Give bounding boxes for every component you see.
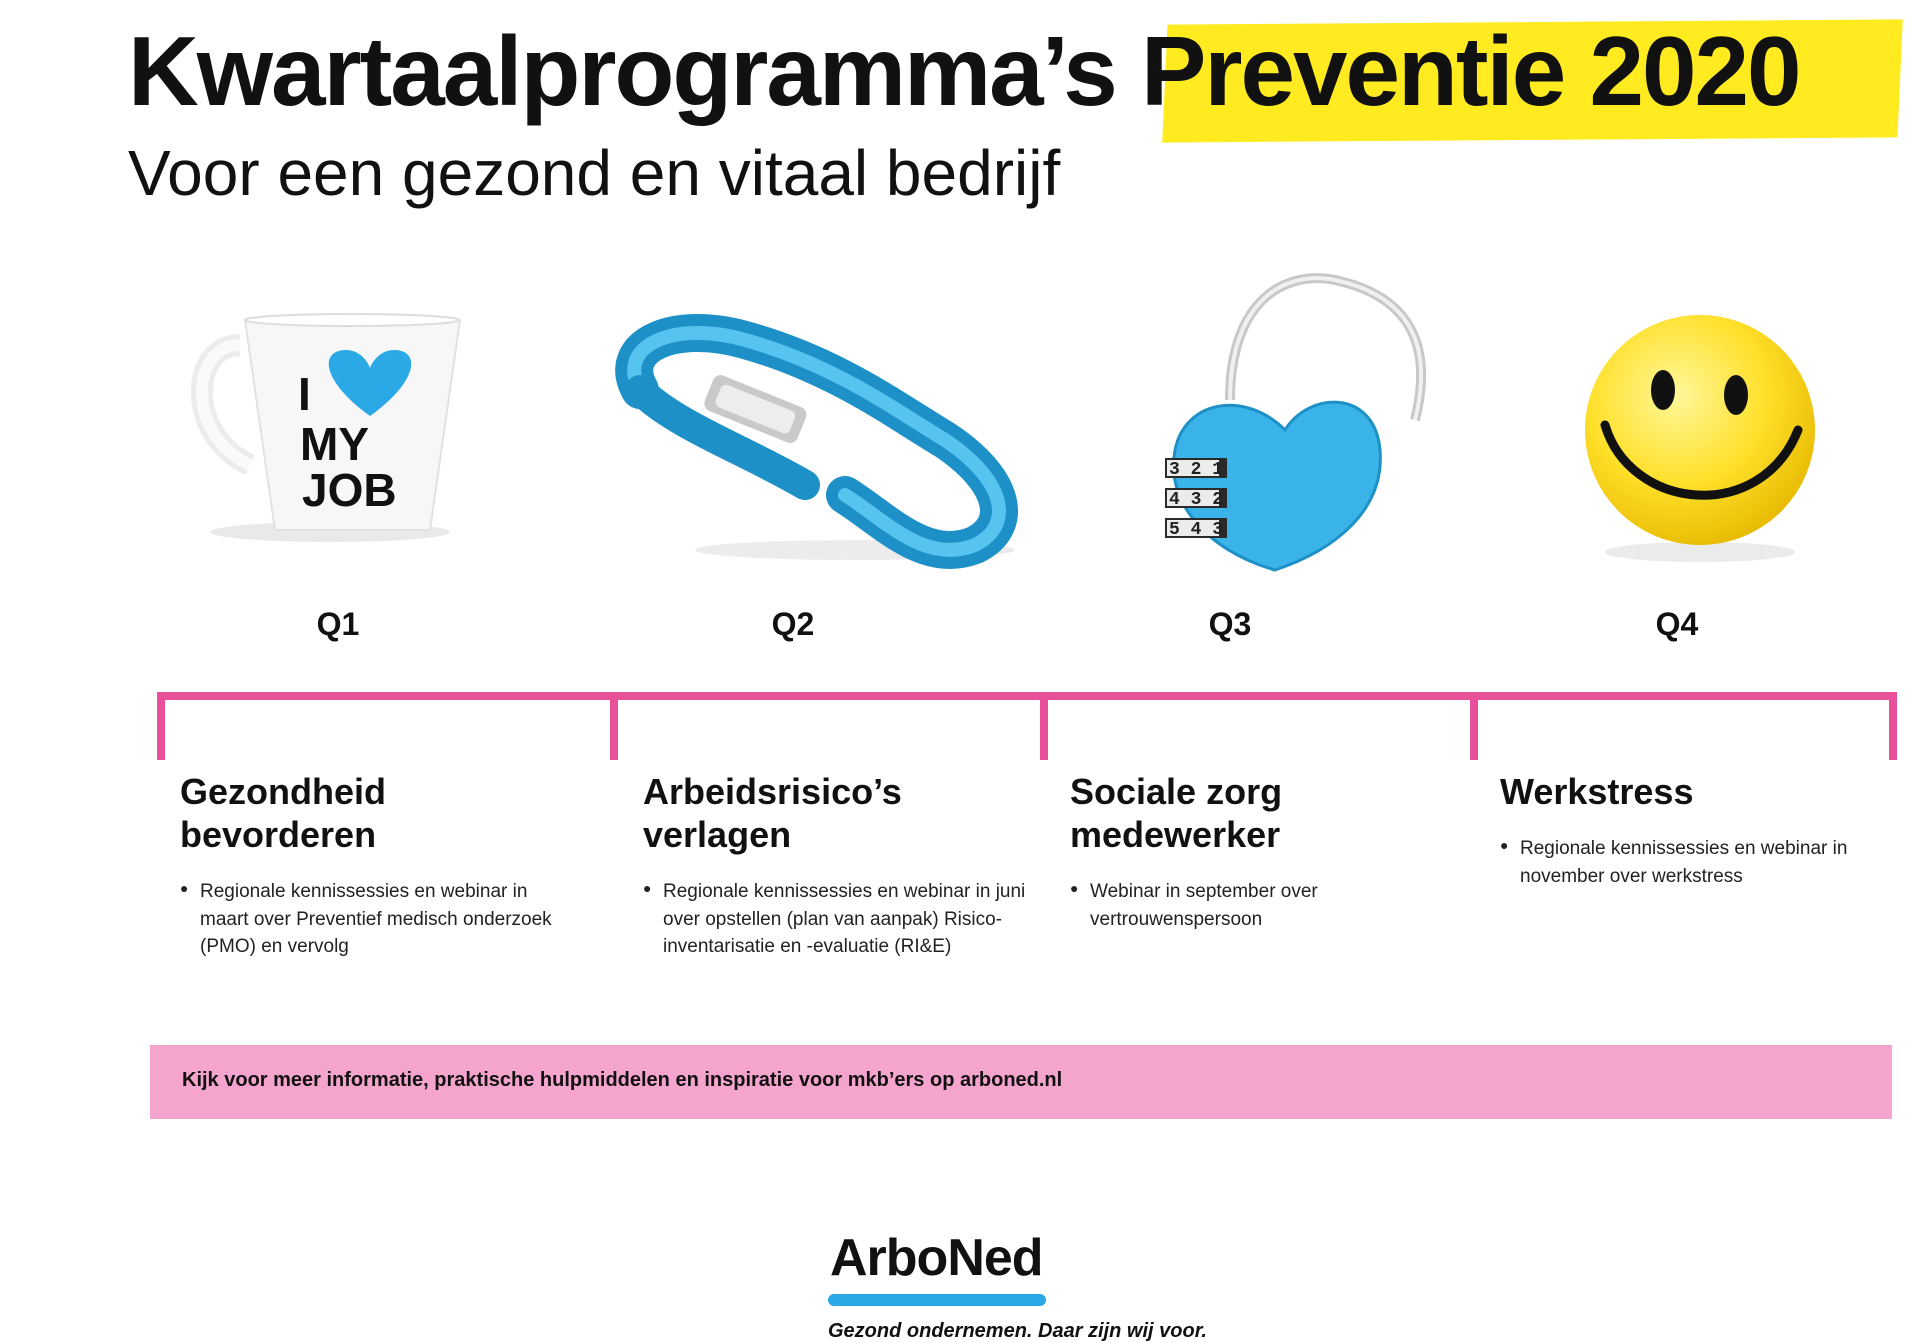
section-title: Werkstress [1500,771,1694,812]
title-part2: Preventie 2020 [1140,16,1800,126]
section-q1 [180,770,570,961]
mug-icon [170,250,530,590]
timeline-line [157,692,1897,700]
heart-padlock-icon [1135,250,1495,590]
title-part1: Kwartaalprogramma’s [128,16,1116,126]
info-banner [150,1045,1892,1119]
section-bullet: ● Webinar in september over vertrouwenspersoon [1070,878,1460,933]
page-subtitle: Voor een gezond en vitaal bedrijf [128,137,1061,209]
section-title: Arbeidsrisico’s verlagen [643,771,902,856]
section-q3 [1070,770,1460,933]
section-title: Gezondheid bevorderen [180,771,386,856]
timeline-tick [1040,692,1048,760]
section-title: Sociale zorg medewerker [1070,771,1283,856]
logo-underline [828,1294,1046,1306]
smiley-ball-icon [1560,250,1920,590]
section-bullet: ● Regionale kennissessies en webinar in november over werkstress [1500,835,1890,890]
dial-row-1: 3 2 1 [1169,460,1224,480]
mug-text-job: JOB [302,464,397,516]
info-banner-text[interactable]: Kijk voor meer informatie, praktische hulpmiddelen en inspiratie voor mkb’ers op arboned.nl [182,1069,1063,1091]
mug-text-my: MY [300,418,369,470]
section-bullet: ● Regionale kennissessies en webinar in maart over Preventief medisch onderzoek (PMO) en vervolg [180,878,570,961]
timeline-tick [1889,692,1897,760]
arboned-logo: ArboNed [830,1229,1043,1287]
mug-text-i: I [298,368,311,420]
quarter-label-q4: Q4 [1655,606,1699,642]
section-bullet: ● Regionale kennissessies en webinar in juni over opstellen (plan van aanpak) Risico-inventarisatie en -evaluatie (RI&E) [643,878,1033,961]
section-q4 [1500,770,1890,890]
footer-tagline: Gezond ondernemen. Daar zijn wij voor. [828,1320,1207,1342]
page-title [128,18,1799,126]
quarter-label-q1: Q1 [316,606,360,642]
dial-row-2: 4 3 2 [1169,490,1224,510]
quarter-label-q3: Q3 [1208,606,1252,642]
timeline-tick [157,692,165,760]
carabiner-icon [595,250,1025,590]
timeline-tick [610,692,618,760]
dial-row-3: 5 4 3 [1169,520,1224,540]
quarter-label-q2: Q2 [771,606,815,642]
section-q2 [643,770,1033,961]
timeline-tick [1470,692,1478,760]
